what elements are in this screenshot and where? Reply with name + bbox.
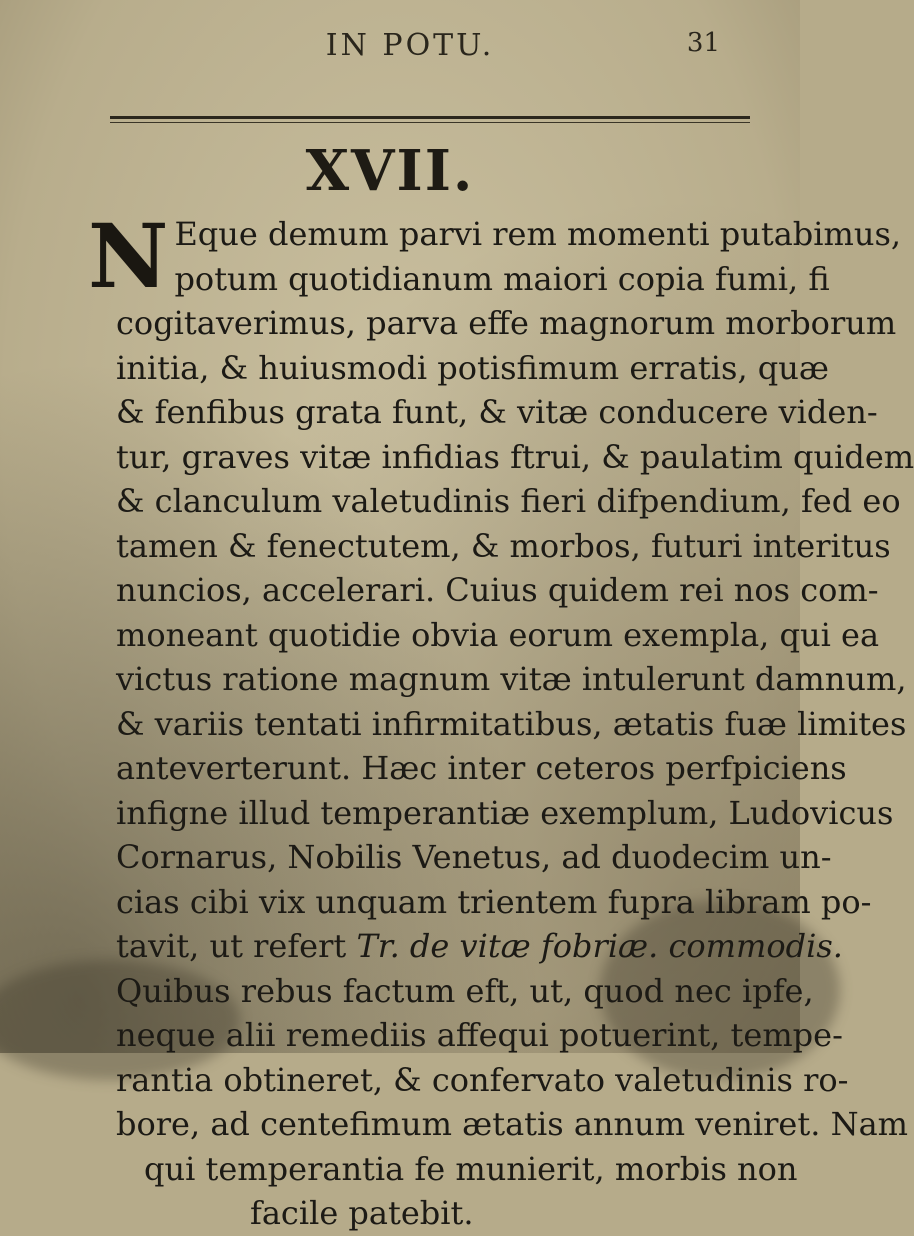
- page-number: 31: [686, 28, 720, 58]
- text-line: cias cibi vix unquam trientem fupra libram po-: [116, 882, 872, 921]
- text-line: cogitaverimus, parva effe magnorum morborum: [116, 304, 897, 342]
- running-head: IN POTU.: [325, 28, 495, 63]
- header-rule-thin: [110, 122, 750, 123]
- text-line: anteverterunt. Hæc inter ceteros perfpiciens: [116, 749, 847, 787]
- text-line: initia, & huiusmodi potisfimum erratis, quæ: [116, 348, 829, 387]
- text-line: & fenfibus grata funt, & vitæ conducere viden-: [116, 393, 878, 431]
- text-line: tamen & fenectutem, & morbos, futuri interitus: [116, 526, 891, 565]
- text-line: neque alii remediis affequi potuerint, tempe-: [116, 1016, 843, 1054]
- text-line: potum quotidianum maiori copia fumi, fi: [174, 259, 830, 298]
- text-line: Quibus rebus factum eft, ut, quod nec ipfe,: [116, 971, 814, 1010]
- text-line: facile patebit.: [250, 1194, 474, 1232]
- text-line-content: Eque demum parvi rem momenti putabimus,: [174, 215, 902, 253]
- text-line: & clanculum valetudinis fieri difpendium, fed eo: [116, 482, 901, 520]
- text-line: Cornarus, Nobilis Venetus, ad duodecim un-: [116, 838, 832, 876]
- text-line: nuncios, accelerari. Cuius quidem rei nos com-: [116, 571, 879, 609]
- text-line: bore, ad centefimum ætatis annum veniret. Nam: [116, 1105, 908, 1143]
- text-line: rantia obtineret, & confervato valetudinis ro-: [116, 1060, 849, 1099]
- text-line: infigne illud temperantiæ exemplum, Ludovicus: [116, 793, 894, 832]
- text-line: victus ratione magnum vitæ intulerunt damnum,: [116, 660, 907, 698]
- drop-cap: N: [88, 204, 169, 308]
- page-header: [110, 28, 730, 108]
- text-line: qui temperantia fe munierit, morbis non: [144, 1149, 798, 1188]
- text-line: [60, 924, 843, 969]
- header-rule: [110, 116, 750, 119]
- text-line: moneant quotidie obvia eorum exempla, qui ea: [116, 615, 880, 654]
- text-line: tur, graves vitæ infidias ftrui, & paulatim quidem: [116, 437, 914, 476]
- citation: Tr. de vitæ fobriæ. commodis.: [356, 927, 843, 965]
- text-line-content: tavit, ut refert: [116, 927, 347, 965]
- body-text: [60, 204, 914, 1236]
- text-line: & variis tentati infirmitatibus, ætatis fuæ limites: [116, 704, 907, 743]
- section-number: XVII.: [305, 138, 475, 204]
